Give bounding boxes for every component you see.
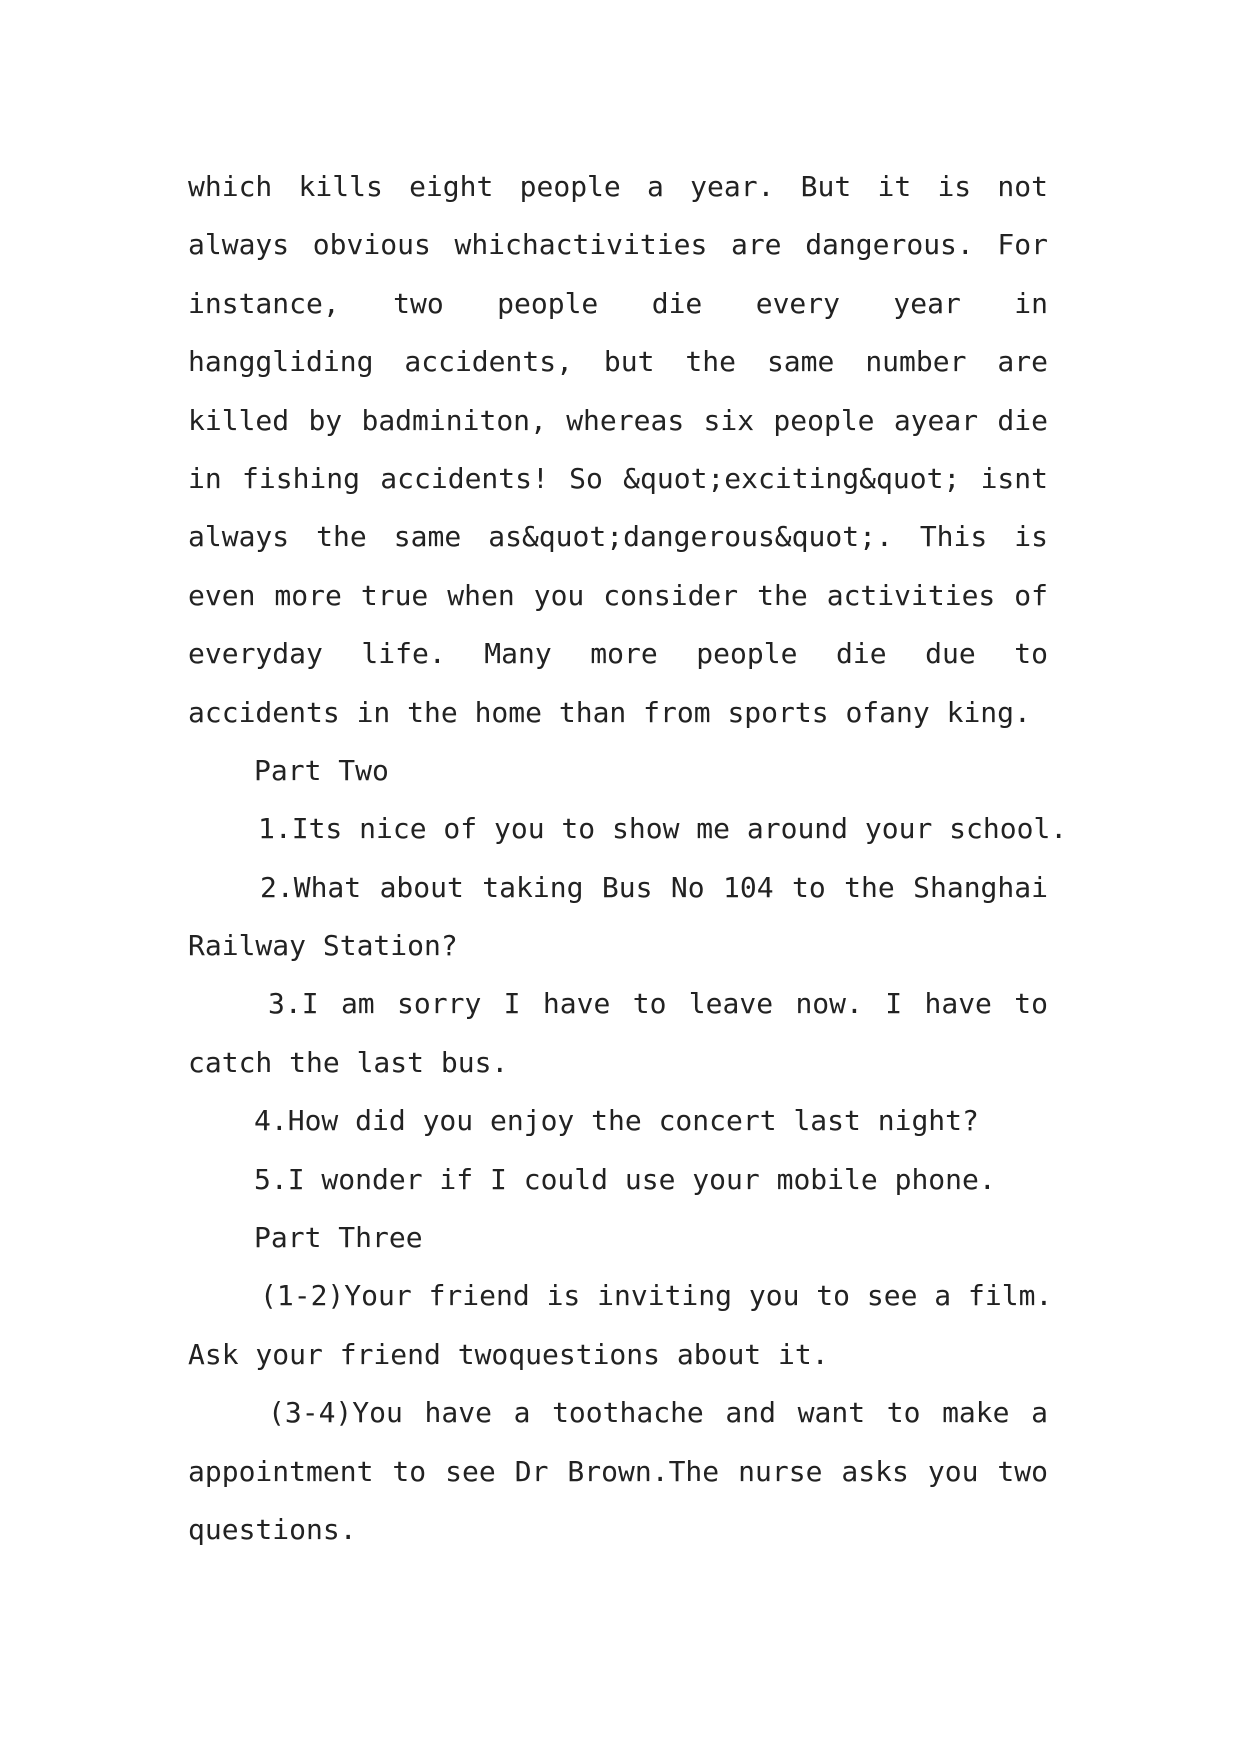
sentence-item-4: 4.How did you enjoy the concert last night?: [254, 1104, 979, 1138]
section-heading-part-three: Part Three: [254, 1221, 423, 1255]
paragraph-line: killed by badminiton, whereas six people ayear die: [188, 403, 1048, 437]
paragraph-line: which kills eight people a year. But it is not: [188, 170, 1048, 203]
sentence-item-5: 5.I wonder if I could use your mobile phone.: [254, 1162, 996, 1196]
section-heading-part-two: Part Two: [254, 753, 389, 787]
sentence-item-2-continued: Railway Station?: [188, 929, 458, 963]
paragraph-line: accidents in the home than from sports ofany king.: [188, 695, 1031, 729]
task-item-3-4: (3-4)You have a toothache and want to make a: [268, 1396, 1048, 1430]
paragraph-line: instance, two people die every year in: [188, 286, 1048, 320]
task-item-1-2-continued: Ask your friend twoquestions about it.: [188, 1337, 829, 1371]
sentence-item-3: 3.I am sorry I have to leave now. I have to: [268, 987, 1048, 1021]
paragraph-line: in fishing accidents! So &quot;exciting&quot; isnt: [188, 461, 1048, 495]
document-page: [188, 158, 1068, 1559]
task-item-1-2: (1-2)Your friend is inviting you to see a film.: [260, 1279, 1053, 1313]
paragraph-line: hanggliding accidents, but the same number are: [188, 345, 1048, 379]
sentence-item-1: 1.Its nice of you to show me around your school.: [258, 812, 1068, 846]
sentence-item-3-continued: catch the last bus.: [188, 1045, 509, 1079]
paragraph-line: always obvious whichactivities are dangerous. For: [188, 228, 1048, 262]
paragraph-line: always the same as&quot;dangerous&quot;. This is: [188, 520, 1048, 554]
task-item-3-4-continued: appointment to see Dr Brown.The nurse asks you two: [188, 1454, 1048, 1488]
paragraph-line: everyday life. Many more people die due to: [188, 637, 1048, 671]
paragraph-line: even more true when you consider the activities of: [188, 578, 1048, 612]
task-item-3-4-end: questions.: [188, 1512, 357, 1546]
sentence-item-2: 2.What about taking Bus No 104 to the Shanghai: [260, 870, 1048, 904]
